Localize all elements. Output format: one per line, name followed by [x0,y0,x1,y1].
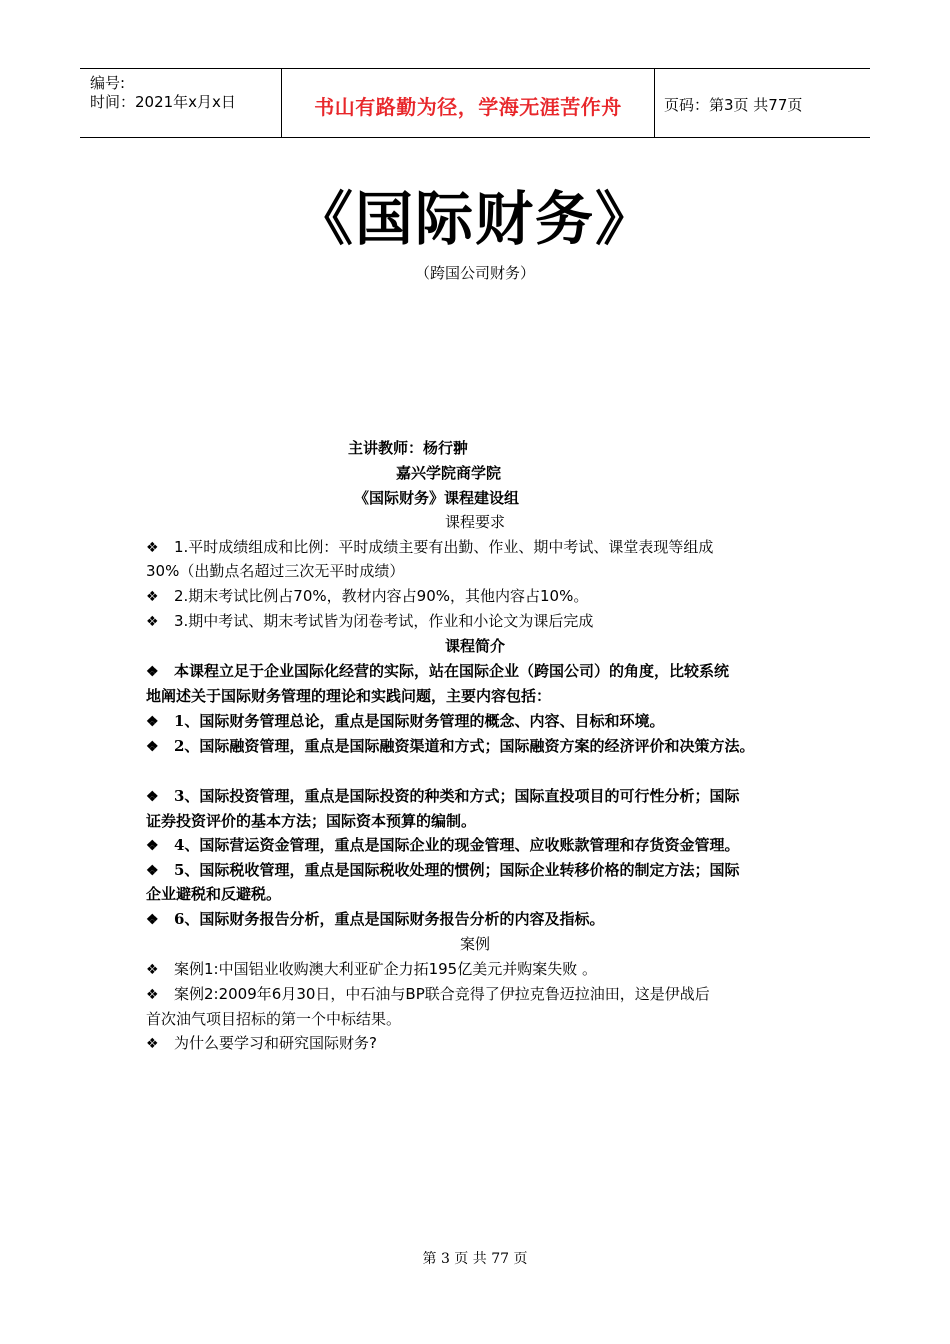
bullet-icon: ❖ [146,1036,159,1052]
case-item-2-cont: 首次油气项目招标的第一个中标结果。 [146,1010,402,1028]
intro-heading: 课程简介 [444,637,505,655]
intro-item-3 [146,735,754,756]
requirement-item-1-text: 1.平时成绩组成和比例：平时成绩主要有出勤、作业、期中考试、课堂表现等组成 [174,538,714,556]
intro-item-4-text: 3、国际投资管理，重点是国际投资的种类和方式；国际直投项目的可行性分析；国际 [174,787,740,805]
cases-heading: 案例 [459,935,490,953]
case-item-2-text: 案例2:2009年6月30日，中石油与BP联合竞得了伊拉克鲁迈拉油田，这是伊战后 [174,985,710,1003]
bullet-icon: ❖ [146,962,159,978]
bullet-icon: ❖ [146,912,159,928]
intro-item-7-text: 6、国际财务报告分析，重点是国际财务报告分析的内容及指标。 [174,910,605,928]
intro-item-1 [146,660,729,681]
bullet-icon: ❖ [146,789,159,805]
intro-item-6-cont: 企业避税和反避税。 [146,885,282,903]
bullet-icon: ❖ [146,838,159,854]
intro-item-4-cont: 证券投资评价的基本方法；国际资本预算的编制。 [146,812,477,830]
document-subtitle: （跨国公司财务） [414,264,535,282]
bullet-icon: ❖ [146,863,159,879]
document-number-label: 编号: [90,74,126,92]
case-item-1 [146,958,597,979]
bullet-icon: ❖ [146,664,159,680]
requirements-heading: 课程要求 [444,513,505,531]
intro-item-2-text: 1、国际财务管理总论，重点是国际财务管理的概念、内容、目标和环境。 [174,712,665,730]
intro-item-1-text: 本课程立足于企业国际化经营的实际，站在国际企业（跨国公司）的角度，比较系统 [174,662,730,680]
intro-item-6-text: 5、国际税收管理，重点是国际税收处理的惯例；国际企业转移价格的制定方法；国际 [174,861,740,879]
requirement-item-2 [146,585,588,606]
requirement-item-3 [146,610,593,631]
header-middle-cell [281,69,655,137]
header-left-cell [80,69,281,137]
header-page-info: 页码：第3页 共77页 [664,96,803,114]
header-table [80,68,870,138]
bullet-icon: ❖ [146,714,159,730]
bullet-icon: ❖ [146,987,159,1003]
instructor-line: 主讲教师：杨行翀 [348,439,469,457]
intro-item-5-text: 4、国际营运资金管理，重点是国际企业的现金管理、应收账款管理和存货资金管理。 [174,836,740,854]
intro-item-3-text: 2、国际融资管理，重点是国际融资渠道和方式；国际融资方案的经济评价和决策方法。 [174,737,755,755]
case-item-3 [146,1032,377,1053]
case-item-2 [146,983,710,1004]
intro-item-6 [146,859,739,880]
case-item-1-text: 案例1:中国铝业收购澳大利亚矿企力拓195亿美元并购案失败 。 [174,960,597,978]
intro-item-5 [146,834,739,855]
header-right-cell [654,69,870,137]
case-item-3-text: 为什么要学习和研究国际财务? [174,1034,377,1052]
requirement-item-2-text: 2.期末考试比例占70%，教材内容占90%，其他内容占10%。 [174,587,589,605]
bullet-icon: ❖ [146,614,159,630]
intro-item-1-cont: 地阐述关于国际财务管理的理论和实践问题，主要内容包括： [146,687,552,705]
page-footer: 第 3 页 共 77 页 [422,1251,528,1267]
intro-item-7 [146,908,604,929]
intro-item-4 [146,785,739,806]
course-group-line: 《国际财务》课程建设组 [354,489,520,507]
header-motto: 书山有路勤为径，学海无涯苦作舟 [314,95,622,119]
requirement-item-1 [146,536,713,557]
requirement-item-3-text: 3.期中考试、期末考试皆为闭卷考试，作业和小论文为课后完成 [174,612,594,630]
school-line: 嘉兴学院商学院 [396,464,502,482]
document-title: 《国际财务》 [294,185,655,253]
document-time-label: 时间：2021年x月x日 [90,93,236,111]
bullet-icon: ❖ [146,739,159,755]
bullet-icon: ❖ [146,589,159,605]
intro-item-2 [146,710,664,731]
requirement-item-1-cont: 30%（出勤点名超过三次无平时成绩） [146,562,405,580]
bullet-icon: ❖ [146,540,159,556]
